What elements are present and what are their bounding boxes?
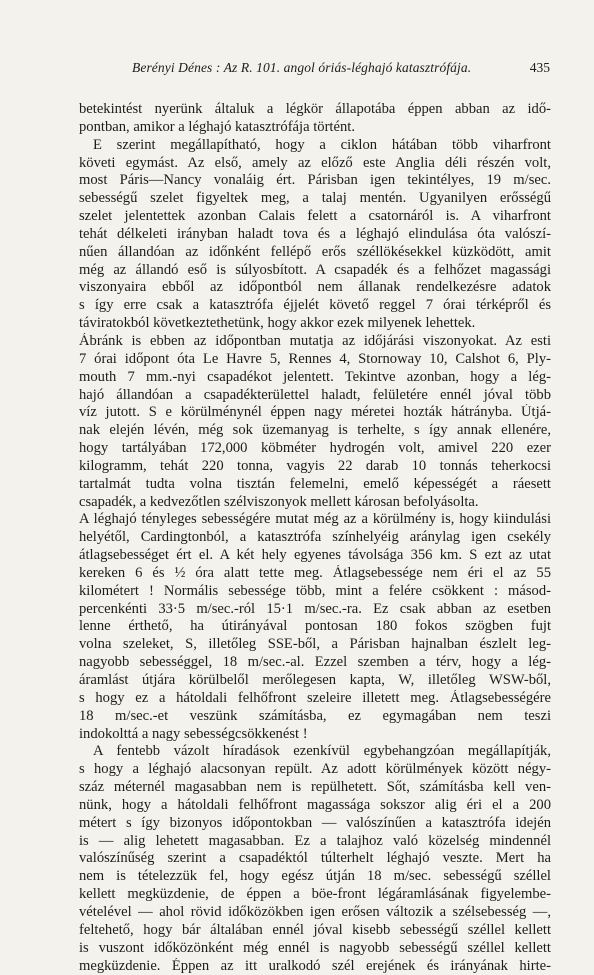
text-line: kellett megküzdenie, de éppen a böe-front légáramlásának figyelembe- [79,886,551,904]
page-header [80,60,550,80]
text-line: 18 m/sec.-et veszünk számításba, ez egymagában nem teszi [79,708,551,726]
text-line: száz méternél magasabban nem is repülhetett. Sőt, számításba kell ven- [79,779,551,797]
text-line: A léghajó tényleges sebességére mutat még az a körülmény is, hogy kiindulási [79,511,551,529]
text-line: indokolttá a nagy sebességcsökkenést ! [79,726,551,744]
text-line: s így erre csak a katasztrófa éjjelét követő reggel 7 órai térképről és [79,297,551,315]
text-line: csapadék, a kedvezőtlen szélviszonyok mellett károsan befolyásolta. [79,494,551,512]
text-line: követi egymást. Az első, amely az előző este Anglia déli részén volt, [79,155,551,173]
text-line: még az állandó eső is súlyosbított. A csapadék és a felhőzet magassági [79,262,551,280]
text-line: lenne érthető, ha útirányával pontosan 180 fokos szögben fujt [79,618,551,636]
text-line: s hogy ez a hátoldali felhőfront szeleire illetett meg. Átlagsebességére [79,690,551,708]
text-line: 7 órai időpont óta Le Havre 5, Rennes 4, Stornoway 10, Calshot 6, Ply- [79,351,551,369]
text-line: Ábránk is ebben az időpontban mutatja az időjárási viszonyokat. Az esti [79,333,551,351]
text-line: vételével — ahol rövid időközökben igen erősen változik a szélsebesség —, [79,904,551,922]
text-line: is vuszont időközönként még ennél is nagyobb sebességű széllel kellett [79,940,551,958]
text-line: betekintést nyerünk általuk a légkör állapotába éppen abban az idő- [79,101,551,119]
text-line: tehát délkeleti irányban haladt tova és a léghajó elindulása óta valószí- [79,226,551,244]
text-line: táviratokból következtethetünk, hogy akkor ezek milyenek lehettek. [79,315,551,333]
text-line: sebességű szelet figyeltek meg, a talaj mentén. Ugyanilyen erősségű [79,190,551,208]
text-line: áramlást útjára körülbelől merőlegesen kapta, W, illetőleg WSW-ből, [79,672,551,690]
text-line: megküzdenie. Éppen az itt uralkodó szél erejének és irányának hirte- [79,958,551,975]
text-line: pontban, amikor a léghajó katasztrófája történt. [79,119,551,137]
text-line: nak elején lévén, még sok üzemanyag is terhelte, s így annak ellenére, [79,422,551,440]
text-line: is — alig lehetett magasabban. Ez a talajhoz való közelség mindennél [79,833,551,851]
text-line: hogy tartályában 172,000 köbméter hydrogén volt, amivel 220 ezer [79,440,551,458]
text-line: szelet jelentettek azonban Calais felett a csatornáról is. A viharfront [79,208,551,226]
text-line: kilométert ! Normális sebessége több, mint a felére csökkent : másod- [79,583,551,601]
text-line: percenkénti 33·5 m/sec.-ról 15·1 m/sec.-ra. Ez csak abban az esetben [79,601,551,619]
text-line: volna szeleket, S, illetőleg SSE-ből, a Párisban hajnalban észlelt leg- [79,636,551,654]
text-line: nűen állandóan az időnként fellépő erős széllökésekkel küzködött, amit [79,244,551,262]
text-line: feltehető, hogy bár általában ennél jóval kisebb sebességű széllel kellett [79,922,551,940]
text-line: hajó állandóan a csapadékterülettel haladt, felületére ennél jóval több [79,387,551,405]
text-line: A fentebb vázolt híradások ezenkívül egybehangzóan megállapítják, [79,743,551,761]
text-line: átlagsebességet ért el. A két hely egyenes távolsága 356 km. S ezt az utat [79,547,551,565]
text-line: nem is tételezzük fel, hogy egész útján 18 m/sec. sebességű széllel [79,868,551,886]
text-line: kereken 6 és ½ óra alatt tette meg. Átlagsebessége nem éri el az 55 [79,565,551,583]
text-line: E szerint megállapítható, hogy a ciklon hátában több viharfront [79,137,551,155]
text-line: nünk, hogy a hátoldali felhőfront magassága sokszor alig éri el a 200 [79,797,551,815]
text-line: mouth 7 mm.-nyi csapadékot jelentett. Tekintve azonban, hogy a lég- [79,369,551,387]
text-line: tartalmát tudta volna tisztán felemelni, emelő képességét a ráesett [79,476,551,494]
text-line: nagyobb sebességgel, 18 m/sec.-al. Ezzel szemben a térv, hogy a lég- [79,654,551,672]
body-text [79,101,551,975]
text-line: métert s így bizonyos időpontokban — valószínűen a katasztrófa idején [79,815,551,833]
text-line: kilogramm, tehát 220 tonna, vagyis 22 darab 10 tonnás teherkocsi [79,458,551,476]
page-number: 435 [530,60,550,76]
text-line: víz jutott. S e körülménynél éppen nagy méretei hozták hátrányba. Útjá- [79,404,551,422]
running-title: Berényi Dénes : Az R. 101. angol óriás-léghajó katasztrófája. [132,60,471,76]
text-line: viszonyaira ebből az időpontból nem állanak rendelkezésre adatok [79,279,551,297]
text-line: most Páris—Nancy vonaláig ért. Párisban igen tekintélyes, 19 m/sec. [79,172,551,190]
text-line: s hogy a léghajó alacsonyan repült. Az adott körülmények között négy- [79,761,551,779]
text-line: valószínűség szerint a csapadéktól túlterhelt léghajó veszte. Mert ha [79,850,551,868]
text-line: helyétől, Cardingtonból, a katasztrófa színhelyéig aránylag igen csekély [79,529,551,547]
